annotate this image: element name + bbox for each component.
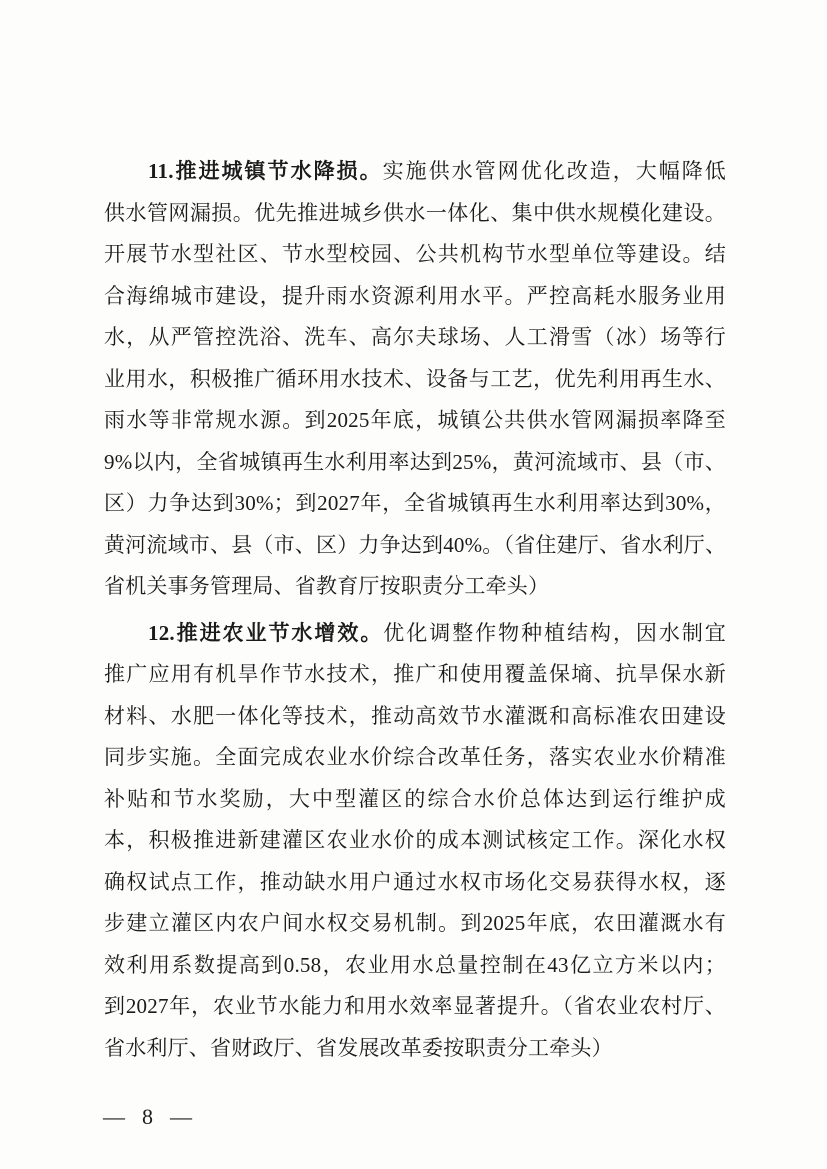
text-line: 材料、水肥一体化等技术，推动高效节水灌溉和高标准农田建设 (104, 703, 726, 728)
text-run: 实施供水管网优化改造，大幅降低 (382, 159, 726, 183)
text-run: 优化调整作物种植结构，因水制宜 (383, 620, 726, 645)
text-line (104, 151, 726, 193)
text-line: 业用水，积极推广循环用水技术、设备与工艺，优先利用再生水、 (104, 366, 726, 391)
footer-dash-left: — (103, 1104, 125, 1129)
paragraph-12 (104, 613, 726, 1070)
text-line: 水，从严管控洗浴、洗车、高尔夫球场、人工滑雪（冰）场等行 (104, 325, 726, 349)
text-line: 黄河流域市、县（市、区）力争达到40%。（省住建厅、省水利厅、 (104, 532, 726, 557)
text-line: 省水利厅、省财政厅、省发展改革委按职责分工牵头） (104, 1035, 613, 1060)
text-line: 确权试点工作，推动缺水用户通过水权市场化交易获得水权，逐 (104, 869, 726, 894)
page-number: 8 (142, 1104, 153, 1129)
text-line: 9%以内，全省城镇再生水利用率达到25%，黄河流域市、县（市、 (104, 449, 726, 474)
paragraph-11 (104, 151, 726, 608)
text-line: 供水管网漏损。优先推进城乡供水一体化、集中供水规模化建设。 (104, 200, 726, 225)
text-line: 到2027年，农业节水能力和用水效率显著提升。（省农业农村厅、 (104, 994, 726, 1018)
text-line: 效利用系数提高到0.58，农业用水总量控制在43亿立方米以内； (104, 952, 726, 977)
text-line: 推广应用有机旱作节水技术，推广和使用覆盖保墒、抗旱保水新 (104, 662, 726, 686)
paragraph-heading: 11.推进城镇节水降损。 (148, 159, 383, 183)
text-line (104, 613, 726, 655)
text-line: 省机关事务管理局、省教育厅按职责分工牵头） (104, 574, 550, 598)
text-line: 开展节水型社区、节水型校园、公共机构节水型单位等建设。结 (104, 242, 726, 266)
text-line: 同步实施。全面完成农业水价综合改革任务，落实农业水价精准 (104, 745, 726, 769)
document-body (104, 151, 726, 1069)
page-footer (103, 1104, 192, 1130)
text-line: 本，积极推进新建灌区农业水价的成本测试核定工作。深化水权 (104, 828, 726, 852)
text-line: 补贴和节水奖励，大中型灌区的综合水价总体达到运行维护成 (104, 786, 726, 811)
text-line: 步建立灌区内农户间水权交易机制。到2025年底，农田灌溉水有 (104, 911, 726, 935)
footer-dash-right: — (170, 1104, 192, 1129)
text-line: 合海绵城市建设，提升雨水资源利用水平。严控高耗水服务业用 (104, 283, 726, 308)
text-line: 区）力争达到30%；到2027年，全省城镇再生水利用率达到30%， (104, 491, 726, 515)
paragraph-heading: 12.推进农业节水增效。 (148, 620, 384, 645)
text-line: 雨水等非常规水源。到2025年底，城镇公共供水管网漏损率降至 (104, 408, 726, 432)
